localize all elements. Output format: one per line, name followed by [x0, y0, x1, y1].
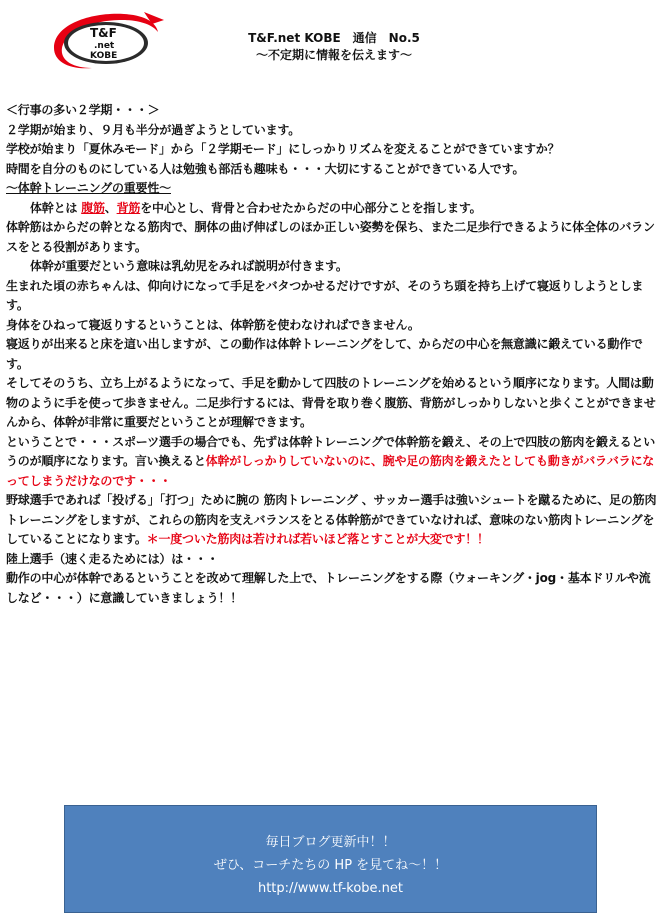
paragraph-1	[6, 199, 662, 219]
paragraph-2: 体幹筋はからだの幹となる筋肉で、胴体の曲げ伸ばしのほか正しい姿勢を保ち、また二足歩行できるように体全体のバランスをとる役割があります。	[6, 220, 655, 254]
logo-line1: T&F	[90, 26, 117, 40]
fukkin-highlight: 腹筋	[81, 200, 105, 215]
p9-highlight: ＊一度ついた筋肉は若ければ若いほど落とすことが大変です！！	[146, 532, 489, 546]
paragraph-7: そしてそのうち、立ち上がるようになって、手足を動かして四肢のトレーニングを始めるという順序になります。人間は動物のように手を使って歩きません。二足歩行するには、背骨を取り巻く腹筋、背筋がしっかりしないと歩くことができませんから、体幹が非常に重要だということが理解できます。	[6, 376, 656, 429]
section2-heading-text: ～体幹トレーニングの重要性～	[6, 181, 171, 195]
paragraph-5: 身体をひねって寝返りするということは、体幹筋を使わなければできません。	[6, 317, 420, 332]
paragraph-10: 陸上選手（速く走るためには）は・・・	[6, 551, 219, 566]
haikin-highlight: 背筋	[116, 200, 141, 215]
newsletter-body	[6, 101, 662, 608]
paragraph-3: 体幹が重要だという意味は乳幼児をみれば説明が付きます。	[30, 259, 348, 273]
newsletter-header	[214, 30, 454, 64]
blog-line1: 毎日ブログ更新中！！	[265, 835, 396, 850]
section1-heading: ＜行事の多い２学期・・・＞	[6, 103, 160, 117]
section1-line: 時間を自分のものにしている人は勉強も部活も趣味も・・・大切にすることができている人です。	[6, 161, 525, 176]
section1-line: ２学期が始まり、９月も半分が過ぎようとしています。	[6, 122, 301, 137]
blog-line2: ぜひ、コーチたちの HP を見てね～！！	[213, 858, 448, 873]
logo-line2: .net	[94, 41, 115, 51]
p8-pre: ということで・・・スポーツ選手の場合でも、先ずは体幹トレーニングで体幹筋を鍛え、その上で四肢の筋肉を鍛えるというのが順序になります。言い換えると	[6, 434, 656, 468]
p1-pre: 体幹とは	[30, 200, 78, 215]
paragraph-11: 動作の中心が体幹であるということを改めて理解した上で、トレーニングをする際（ウォーキング・jog・基本ドリルや流しなど・・・）に意識していきましょう！！	[6, 571, 651, 605]
website-url[interactable]: http://www.tf-kobe.net	[257, 881, 404, 896]
p8-highlight: 体幹がしっかりしていないのに、腕や足の筋肉を鍛えたとしても動きがバラバラになってしまうだけなのです・・・	[6, 454, 655, 488]
paragraph-4: 生まれた頃の赤ちゃんは、仰向けになって手足をバタつかせるだけですが、そのうち頭を持ち上げて寝返りしようとします。	[6, 278, 644, 312]
paragraph-8	[6, 433, 662, 492]
paragraph-9	[6, 491, 662, 550]
newsletter-subtitle: ～不定期に情報を伝えます～	[255, 48, 412, 62]
p1-sep: 、	[104, 200, 117, 215]
p1-post: を中心とし、背骨と合わせたからだの中心部分ことを指します。	[140, 200, 482, 215]
logo-line3: KOBE	[90, 51, 118, 61]
section2-heading	[6, 179, 662, 199]
p9-pre: 野球選手であれば「投げる」「打つ」ために腕の 筋肉トレーニング 、サッカー選手は強いシュートを蹴るために、足の筋肉トレーニングをしますが、これらの筋肉を支えバランスをとる体幹筋ができていなければ、意味のない筋肉トレーニングをしていることになります。	[6, 493, 657, 546]
tf-net-kobe-logo	[48, 10, 166, 72]
newsletter-title: T&F.net KOBE 通信 No.5	[248, 31, 420, 45]
blog-info-box	[64, 805, 597, 913]
section1-line: 学校が始まり「夏休みモード」から「２学期モード」にしっかりリズムを変えることができていますか？	[6, 142, 560, 156]
paragraph-6: 寝返りが出来ると床を這い出しますが、この動作は体幹トレーニングをして、からだの中心を無意識に鍛えている動作です。	[6, 337, 643, 371]
